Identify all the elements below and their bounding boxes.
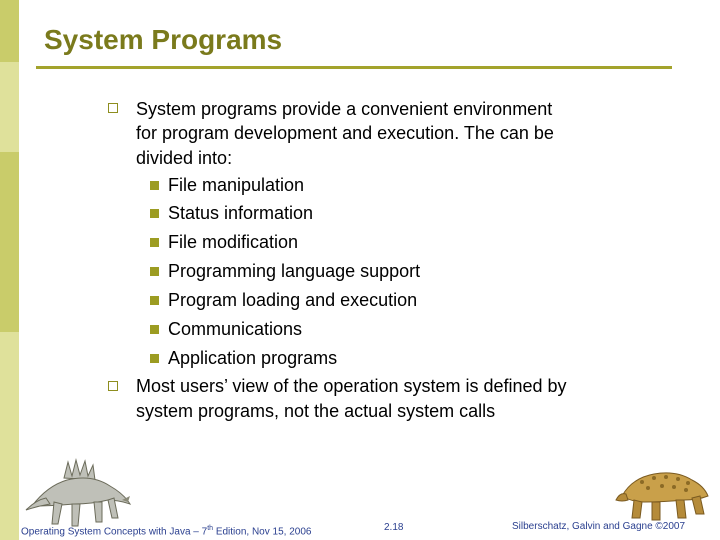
left-decorative-strip bbox=[0, 0, 19, 540]
footer-copyright: Silberschatz, Galvin and Gagne ©2007 bbox=[512, 521, 686, 532]
strip-segment bbox=[0, 0, 19, 62]
title-underline bbox=[36, 66, 672, 69]
stegosaurus-illustration bbox=[22, 456, 132, 528]
footer-book-superscript: th bbox=[207, 525, 214, 532]
filled-square-bullet-icon bbox=[150, 325, 159, 334]
filled-square-bullet-icon bbox=[150, 181, 159, 190]
filled-square-bullet-icon bbox=[150, 354, 159, 363]
sub-item-status-information: Status information bbox=[168, 203, 314, 223]
footer-book-info bbox=[21, 525, 311, 537]
filled-square-bullet-icon bbox=[150, 238, 159, 247]
sub-item-file-manipulation: File manipulation bbox=[168, 175, 305, 195]
strip-segment bbox=[0, 332, 19, 540]
footer-book-edition: Edition, Nov 15, 2006 bbox=[213, 526, 312, 538]
bullet-2-line-1: Most users’ view of the operation system is defined by bbox=[136, 376, 567, 396]
footer-book-title: Operating System Concepts with Java – 7 bbox=[21, 526, 208, 538]
sub-item-programming-language-support: Programming language support bbox=[168, 261, 421, 281]
bullet-1-line-2: for program development and execution. The can be bbox=[136, 123, 554, 143]
footer-page-number: 2.18 bbox=[384, 522, 404, 533]
filled-square-bullet-icon bbox=[150, 209, 159, 218]
sub-item-application-programs: Application programs bbox=[168, 348, 338, 368]
hollow-square-bullet-icon bbox=[108, 381, 118, 391]
slide-title: System Programs bbox=[44, 24, 283, 55]
filled-square-bullet-icon bbox=[150, 296, 159, 305]
sub-item-communications: Communications bbox=[168, 319, 303, 339]
sub-item-file-modification: File modification bbox=[168, 232, 299, 252]
bullet-1-line-3: divided into: bbox=[136, 148, 233, 168]
strip-segment bbox=[0, 152, 19, 332]
hollow-square-bullet-icon bbox=[108, 103, 118, 113]
strip-segment bbox=[0, 62, 19, 152]
ankylosaurus-illustration bbox=[614, 466, 712, 522]
bullet-2-line-2: system programs, not the actual system calls bbox=[136, 401, 496, 421]
filled-square-bullet-icon bbox=[150, 267, 159, 276]
bullet-1-line-1: System programs provide a convenient environment bbox=[136, 99, 553, 119]
sub-item-program-loading: Program loading and execution bbox=[168, 290, 418, 310]
